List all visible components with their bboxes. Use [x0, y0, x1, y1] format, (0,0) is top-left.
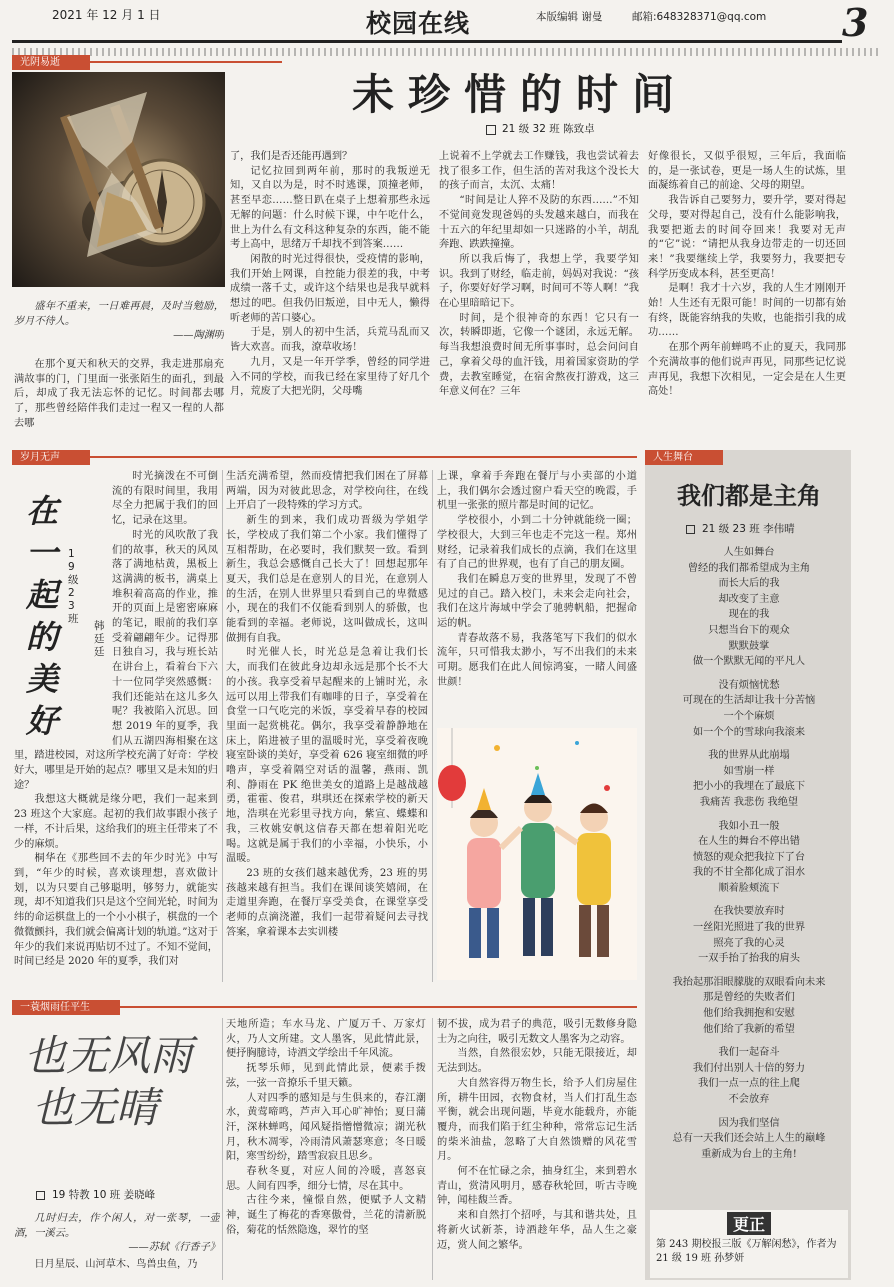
title-char: 好 — [25, 702, 58, 740]
header-section-title: 校园在线 — [366, 9, 471, 38]
poem-line: 我痛苦 我悲伤 我绝望 — [699, 796, 799, 808]
poem-line: 照亮了我的心灵 — [713, 937, 785, 949]
middle-column-1 — [14, 470, 218, 982]
correction-title: 更正 — [727, 1212, 771, 1235]
paragraph: 韧不拔，成为君子的典范，吸引无数修身隐士为之向往，吸引无数文人墨客为之动容。 — [437, 1019, 637, 1045]
right-section-tag: 人生舞台 — [645, 450, 723, 465]
middle-column-2 — [226, 470, 428, 982]
title-char: 美 — [25, 660, 58, 698]
right-title: 我们都是主角 — [677, 482, 821, 510]
bottom-byline: 19 特教 10 班 姜晓峰 — [52, 1189, 156, 1201]
celebration-illustration — [437, 728, 637, 980]
middle-section-rule — [82, 456, 637, 458]
paragraph: 抚琴乐师，见到此情此景，便素手拨弦，一弦一音撩乐千里天籁。 — [226, 1063, 426, 1089]
title-char: 一 — [25, 534, 58, 572]
stanza — [650, 904, 848, 966]
paragraph: “时间是让人猝不及防的东西……”不知不觉间竟发现爸妈的头发越来越白，而我在十五六的年纪里却如一只迷路的小羊，胡乱奔跑、跌跌撞撞。 — [439, 195, 639, 251]
paragraph: 何不在忙碌之余，抽身红尘，来到碧水青山，赏清风明月，感春秋轮回，听古寺晚钟，闻桂馥兰香。 — [437, 1166, 637, 1207]
header-pattern — [12, 48, 882, 56]
stanza — [650, 748, 848, 810]
top-byline: 21 级 32 班 陈致卓 — [502, 123, 595, 135]
divider — [432, 1018, 433, 1280]
bottom-column-3 — [437, 1018, 637, 1280]
page-number: 3 — [842, 0, 869, 45]
poem-line: 如雪崩一样 — [723, 765, 775, 777]
paragraph: 来和自然打个招呼，与其和谐共处，且将新火试新茶，诗酒趁年华，品人生之豪迈，赏人间之繁华。 — [437, 1210, 637, 1251]
poem-line: 在人生的舞台不停出错 — [698, 836, 800, 848]
paragraph: 我们在瞬息万变的世界里，发现了不曾见过的自己。踏入校门，未来会走向社会，我们在这片海域中学会了驰骋帆船，把握命运的帆。 — [437, 573, 637, 630]
paragraph: 大自然容得万物生长，给予人们房屋住所，耕牛田园，衣物食材，当人们打乱生态平衡，就会出现问题，毕竟水能载舟，亦能覆舟，而我们陷于红尘种种，常常忘记生活的柴米油盐，忽略了大自然馈赠的风花雪月。 — [437, 1077, 637, 1163]
poem-line: 在我快要放弃时 — [713, 906, 785, 918]
poem-text: 几时归去，作个闲人，对一张琴，一壶酒，一溪云。 — [14, 1213, 220, 1239]
poem-line: 把小小的我埋在了最底下 — [692, 781, 806, 793]
middle-byline-name: 韩廷廷 — [94, 620, 105, 658]
poem-line: 总有一天我们还会站上人生的巅峰 — [672, 1133, 826, 1145]
poem-line: 曾经的我们都希望成为主角 — [687, 562, 811, 574]
paragraph: 闲散的时光过得很快，受疫情的影响，我们开始上网课，自控能力很差的我，中考成绩一落千丈，或许这个结果也是我早就料想过的吧。但我仍旧叛逆，目中无人，懒得听老师的苦口婆心。 — [230, 253, 430, 324]
paragraph: 记忆拉回到两年前，那时的我叛逆无知，又自以为是，时不时逃课，顶撞老师，甚至早恋……整日趴在桌子上想着那些永远无解的问题：什么时候下课，中午吃什么，世上为什么有文科这种复杂的东西，能不能考上高中，思绪万千却找不到答案…… — [230, 165, 430, 251]
bottom-section-tag: 一蓑烟雨任平生 — [12, 1000, 120, 1015]
poem-line: 做一个默默无闻的平凡人 — [692, 656, 806, 668]
poem-line: 不会放弃 — [728, 1094, 770, 1105]
paragraph: 时光摘泼在不可倒流的有限时间里，我用尽全力把属于我们的回忆，记录在这里。 — [112, 471, 218, 527]
poem-line: 却改变了主意 — [718, 593, 780, 605]
top-byline-box — [486, 125, 496, 135]
paragraph: 生活充满希望，然而疫情把我们困在了屏幕两端，因为对彼此思念，对学校向往，在线上开启了一段特殊的学习方式。 — [226, 471, 428, 512]
bottom-poem — [14, 1212, 220, 1256]
paragraph: 古往今来，憧憬自然，便赋予人文精神，诞生了梅花的香寒傲骨，兰花的清新脱俗，菊花的恬然隐逸，翠竹的坚 — [226, 1195, 426, 1236]
poem-line: 我的世界从此崩塌 — [708, 750, 790, 762]
top-column-3 — [439, 150, 639, 450]
top-column-1 — [14, 358, 224, 448]
poem-line: 人生如舞台 — [723, 547, 775, 558]
divider — [222, 470, 223, 982]
paragraph: 上说着不上学就去工作赚钱，我也尝试着去找了很多工作，但生活的苦对我这个没长大的孩子而言，太沉、太痛！ — [439, 151, 639, 192]
paragraph: 上课，拿着手奔跑在餐厅与小卖部的小道上，我们偶尔会透过窗户看天空的晚霞，手机里一张张的照片都是时间的记忆。 — [437, 471, 637, 512]
poem-line: 默默鼓掌 — [728, 640, 770, 652]
header-rule — [12, 40, 842, 43]
bottom-section-rule — [112, 1006, 637, 1008]
calligraphy-line: 也无晴 — [32, 1083, 159, 1132]
middle-section-tag: 岁月无声 — [12, 450, 90, 465]
correction-box — [650, 1210, 848, 1278]
top-section-tag: 光阴易逝 — [12, 55, 90, 70]
poem-line: 重新成为台上的主角! — [701, 1148, 797, 1160]
middle-byline-class: 19级23班 — [68, 548, 79, 625]
bottom-column-2 — [226, 1018, 426, 1280]
poem-line: 一丝阳光照进了我的世界 — [692, 922, 806, 934]
poem-line: 愤怒的观众把我拉下了台 — [692, 851, 806, 863]
top-column-4 — [648, 150, 846, 450]
poem-line: 我们一点一点的往上爬 — [698, 1078, 800, 1090]
paragraph: 时光催人长，时光总是急着让我们长大，而我们在彼此身边却永远是那个长不大的小孩。我享受着早起醒来的上铺时光，永远可以用上带我们有咖啡的日子，享受着在食堂一口气吃完的米饭，享受着早春的校园里面一起赏桃花。偶尔，我享受着静静地在床上，陷进被子里的温暖时光，享受着夜晚寝室卧谈的美好，享受着 626 寝室细微的呼噜声，享受着隔空对话的温馨，燕雨、凯利、静雨在 PK 绝世美女的道路上是越战越勇，霍霍、俊君，琪琪还在探索学校的新天地，浩琪在光彩里寻找方向，紫宣、蝶蝶和我，三枚姚安帆这信春天都在想着阳光吃喝。这就是属于我们的小幸福，小快乐，小温暖。 — [226, 647, 428, 865]
title-float-spacer — [14, 470, 112, 740]
poem-line: 他们给我拥抱和安慰 — [703, 1008, 795, 1020]
title-char: 在 — [25, 492, 58, 530]
poem-line: 他们给了我新的希望 — [703, 1023, 795, 1035]
paragraph: 于是，别人的初中生活，兵荒马乱而又皆大欢喜。而我，潦草收场！ — [230, 327, 430, 354]
paragraph: 青春故落不易，我落笔写下我们的似水流年，只可惜我太渺小，写不出我们的未来可期。愿我们在此人间惊鸿宴，一睹人间盛世颜！ — [437, 632, 637, 688]
title-char: 的 — [25, 618, 58, 656]
paragraph: 时光的风吹散了我们的故事，秋天的风凤落了满地枯黄，黑板上这满满的板书，满桌上堆积着高高的作业，推开的页面上是密密麻麻的笔记，眼前的我们享受着翩翩年少。记得那日独自习，我与班长站在讲台上，看着台下六十一位同学突然感慨：我们还能站在这儿多久呢？我被陷入沉思。回想 2019 年的夏季，我们从五湖四海相聚在这里，踏进校园，对这所学校充满了好奇：学校好大，哪里是开始的起点？哪里又是未知的归途？ — [14, 529, 218, 791]
calligraphy-title — [24, 1030, 214, 1134]
paragraph: 时间，是个很神奇的东西！它只有一次，转瞬即逝，它像一个谜团，永远无解。每当我想浪费时间无所事事时，总会问问自己，拿着父母的血汗钱，用着国家资助的学费，去教室睡觉，在宿舍熬夜打游戏，这三年意义何在？三年 — [439, 312, 639, 398]
stanza — [650, 678, 848, 740]
poem-line: 如一个个的雪球向我滚来 — [692, 726, 806, 738]
epigraph — [14, 300, 224, 344]
poem-line: 一双手抬了抬我的肩头 — [698, 953, 800, 965]
header-email: 邮箱:648328371@qq.com — [632, 11, 767, 23]
article-title: 未珍惜的时间 — [352, 70, 689, 119]
paragraph: 是啊！我才十六岁，我的人生才刚刚开始！人生还有无限可能！时间的一切都有始有终，既能容纳我的失败，也能指引我的成功…… — [648, 283, 846, 339]
poem-line: 我们一起奋斗 — [718, 1047, 780, 1059]
party-friends-illustration — [437, 728, 637, 980]
poem-line: 因为我们坚信 — [718, 1117, 780, 1129]
paragraph: 我想这大概就是缘分吧，我们一起来到 23 班这个大家庭。起初的我们故事跟小孩子一样，不计后果，这给我们的班主任带来了不少的麻烦。 — [14, 794, 218, 850]
top-section-rule — [82, 61, 282, 63]
stanza — [650, 975, 848, 1037]
hourglass-photo — [12, 72, 225, 287]
poem-line: 可现在的生活却让我十分苦恼 — [682, 695, 816, 707]
paragraph: 天地所造；车水马龙、广厦万千、万家灯火，乃人文所建。文人墨客，见此情此景，便抒胸臆诗，诗酒文学绘出千年风流。 — [226, 1019, 426, 1060]
poem-line: 现在的我 — [728, 609, 770, 621]
paragraph: 23 班的女孩们越来越优秀，23 班的男孩越来越有担当。我们在课间谈笑嬉闹，在走道里奔跑，在餐厅享受美食，在课堂享受老师的点滴浇灌，我们一起带着疑问去寻找答案，拿着课本去实训楼 — [226, 867, 428, 938]
correction-text: 第 243 期校报三版《万解闲愁》，作者为 21 级 19 班 孙梦妍 — [656, 1239, 837, 1264]
epigraph-source: ——陶渊明 — [173, 330, 224, 342]
poem-source: ——苏轼《行香子》 — [128, 1242, 220, 1254]
poem-line: 我如小丑一般 — [718, 820, 780, 832]
top-column-2 — [230, 150, 430, 450]
stanza — [650, 545, 848, 670]
poem-line: 一个个麻烦 — [723, 710, 775, 722]
paragraph: 学校很小，小到二十分钟就能绕一圈；学校很大，大到三年也走不完这一程。郑州财经，记录着我们成长的点滴，我们在这里有了自己的世界观，也有了自己的朋友圈。 — [437, 515, 637, 571]
paragraph: 我告诉自己要努力，要升学，要对得起父母，要对得起自己，没有什么能影响我，我要把逝去的时间夺回来！我要对无声的“它”说：“请把从我身边带走的一切还回来！”我要继续上学，我要努力，我要把专科学历变成本科，甚至更高！ — [648, 195, 846, 280]
paragraph: 了，我们是否还能再遇到？ — [230, 151, 353, 162]
poem-line: 只想当台下的观众 — [708, 624, 790, 636]
poem-line: 没有烦恼忧愁 — [718, 679, 780, 691]
poem-line: 而长大后的我 — [718, 578, 780, 590]
header-editor: 本版编辑 谢曼 — [536, 11, 603, 23]
poem-line: 我的不甘全都化成了泪水 — [692, 867, 806, 879]
divider — [222, 1018, 223, 1280]
right-byline-box — [686, 525, 695, 534]
paragraph: 人对四季的感知是与生俱来的，春江潮水，黄莺啼鸣，芦声入耳心旷神怡；夏日蒲汗，深林蝉鸣，闻风疑指憎憎微凉；湖光秋月，秋木凋零，冷雨清风萧瑟寒意；冬日暖阳，寒雪纷纷，踏雪寂寂且思乡。 — [226, 1092, 426, 1163]
stanza — [650, 1116, 848, 1163]
title-char: 起 — [25, 576, 58, 614]
header-date: 2021 年 12 月 1 日 — [52, 8, 161, 22]
paragraph: 春秋冬夏，对应人间的冷暖，喜怒哀思。人间有四季，细分七情，尽在其中。 — [226, 1166, 426, 1192]
paragraph: 当然，自然很宏妙，只能无限接近，却无法到达。 — [437, 1048, 637, 1075]
paragraph: 九月，又是一年开学季，曾经的同学进入不同的学校，而我已经在家里待了好几个月，荒废了大把光阴，父母嘴 — [230, 356, 430, 398]
epigraph-text: 盛年不重来，一日难再晨，及时当勉励，岁月不待人。 — [14, 301, 224, 327]
paragraph: 新生的到来，我们成功晋级为学姐学长，学校成了我们第二个小家。我们懂得了互相帮助，在必要时，我们默契一致。看到新生，我总会感慨自己长大了！回想起那年夏天，我们总是在意别人的目光，在意别人的生活，在别人世界里只看到自己的卑微感小，现在的我们不仅能看到别人的骄傲，也能看到的幸福。老师说，这叫做成长，这叫做拥有自我。 — [226, 515, 428, 644]
stanza — [650, 1045, 848, 1107]
paragraph: 好像很长，又似乎很短，三年后，我面临的，是一张试卷，更是一场人生的试炼，里面凝练着自己的前途、父母的期望。 — [648, 151, 846, 192]
hourglass-compass-illustration — [12, 72, 225, 287]
right-poem — [650, 545, 848, 1162]
bottom-byline-box — [36, 1191, 45, 1200]
bottom-column-1 — [14, 1258, 220, 1278]
middle-column-3 — [437, 470, 637, 725]
poem-line: 顺着脸颊流下 — [718, 882, 780, 894]
paragraph: 在那个两年前蝉鸣不止的夏天，我同那个充满故事的他们说声再见，同那些记忆说声再见，我想下次相见，一定会是在人生更高处！ — [648, 342, 846, 398]
right-byline: 21 级 23 班 李伟晴 — [702, 523, 795, 535]
poem-line: 我们付出别人十倍的努力 — [692, 1062, 806, 1074]
stanza — [650, 819, 848, 897]
paragraph: 桐华在《那些回不去的年少时光》中写到，“年少的时候，喜欢谈理想，喜欢做计划，以为只要自己够聪明，够努力，就能实现，却不知道我们只是这个空间光轮，时间为纬的命运棋盘上的一个小小棋子，棋盘的一个微微颤抖，我们就会偏离计划的轨道。”这对于年少的我们来说再贴切不过了。不知不觉间，时间已经是 2020 年的夏季，我们对 — [14, 853, 218, 968]
divider — [432, 470, 433, 982]
poem-line: 我抬起那泪眼朦胧的双眼看向未来 — [672, 976, 826, 988]
paragraph: 在那个夏天和秋天的交界，我走进那扇充满故事的门，门里面一张张陌生的面孔，到最后，却成了我无法忘怀的记忆。时间都去哪了，那些曾经陪伴我们走过一程又一程的人都去哪 — [14, 359, 224, 429]
calligraphy-line: 也无风雨 — [24, 1031, 193, 1080]
poem-line: 那是曾经的失败者们 — [703, 992, 795, 1004]
paragraph: 日月星辰、山河草木、鸟兽虫鱼，乃 — [34, 1259, 198, 1270]
paragraph: 所以我后悔了，我想上学，我要学知识。我到了财经，临走前，妈妈对我说：“孩子，你要好好学习啊，时间可不等人啊！”我在心里暗暗记下。 — [439, 253, 639, 310]
